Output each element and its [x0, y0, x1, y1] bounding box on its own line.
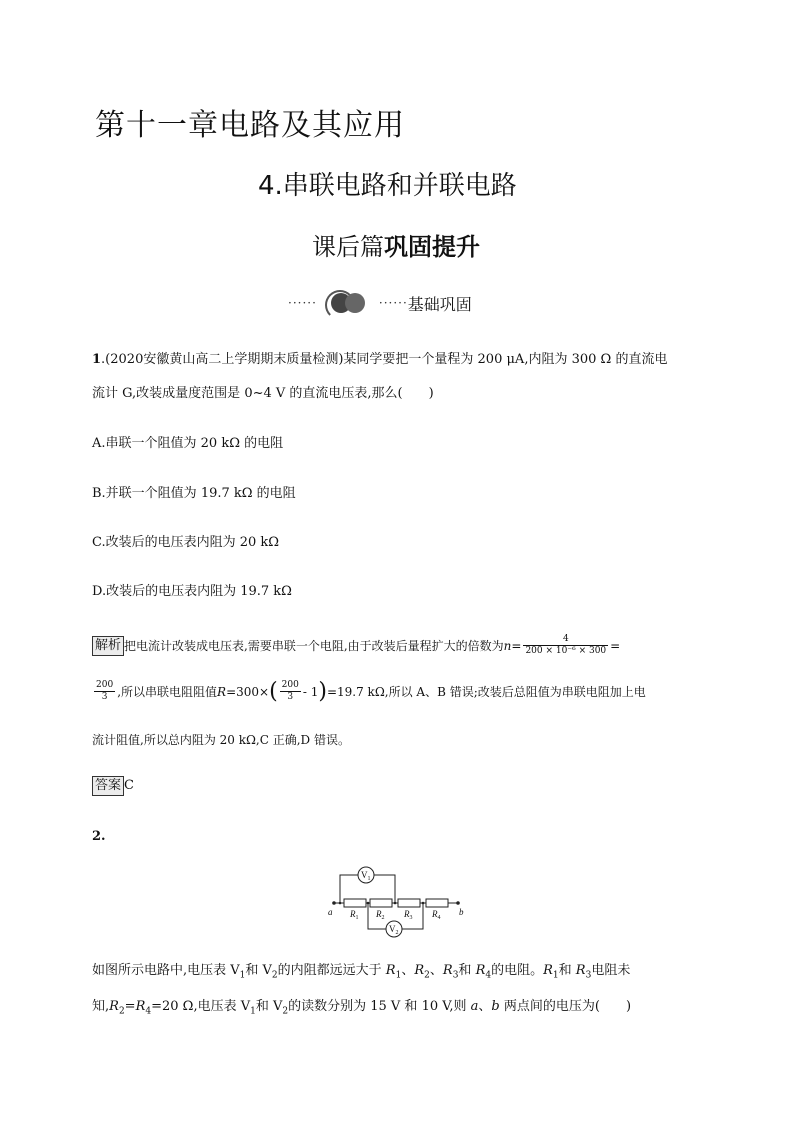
resistor-r1	[344, 899, 366, 907]
q2-s1-16: 的电阻。	[491, 963, 544, 978]
v1-letter: V	[361, 870, 368, 880]
n-variable: n	[503, 638, 512, 653]
q2-s1-22: 电阻未	[591, 963, 631, 978]
q2-s1-5: R	[385, 963, 396, 978]
q1-stem-line1	[92, 350, 667, 370]
analysis-text2c: - 1	[302, 684, 319, 699]
frac1-den: 200 × 10⁻⁶ × 300	[525, 646, 607, 656]
q1-number: 1	[92, 352, 102, 367]
fraction-1	[523, 634, 608, 657]
fraction-3	[280, 680, 301, 703]
r1-sub: 1	[355, 915, 359, 921]
chapter-title: 第十一章电路及其应用	[95, 108, 405, 143]
q2-s2-5: 4	[145, 1006, 152, 1017]
r4-letter: R	[432, 909, 438, 919]
frac1-num: 4	[523, 634, 608, 646]
q2-number-text: 2	[92, 829, 102, 844]
label-r2	[375, 909, 385, 921]
label-b: b	[459, 907, 464, 917]
r3-letter: R	[404, 909, 410, 919]
frac3-den: 3	[287, 692, 294, 702]
q2-s1-12: 3	[452, 970, 459, 981]
basic-band	[288, 290, 472, 316]
q2-s1-3: 2	[271, 970, 278, 981]
junction-3	[394, 902, 397, 905]
q2-s1-6: 1	[395, 970, 402, 981]
q2-s1-18: 1	[552, 970, 559, 981]
q2-s1-4: 的内阻都远远大于	[277, 963, 386, 978]
junction-4	[422, 902, 425, 905]
q2-s1-7: 、	[401, 963, 415, 978]
r3-sub: 3	[409, 915, 413, 921]
q2-s1-17: R	[543, 963, 553, 978]
equals-sign-2: =	[610, 638, 621, 653]
q1-option-c: C.改装后的电压表内阻为 20 kΩ	[92, 535, 280, 550]
q2-s2-11: a	[470, 999, 479, 1014]
q2-s1-13: 和	[458, 963, 476, 978]
circuit-diagram	[320, 855, 480, 945]
q2-s2-6: =20 Ω,电压表 V	[151, 999, 251, 1014]
frac2-num: 200	[96, 680, 114, 690]
q1-answer	[92, 776, 134, 796]
answer-value: C	[124, 778, 134, 793]
q2-s2-13: b	[491, 999, 500, 1014]
q2-s2-3: =	[124, 999, 136, 1014]
q2-s1-19: 和	[558, 963, 576, 978]
q2-stem-line1	[92, 961, 630, 986]
left-paren: (	[269, 678, 278, 704]
v1-label	[361, 870, 371, 882]
q2-s1-15: 4	[485, 970, 492, 981]
analysis-tag: 解析	[92, 636, 124, 656]
q2-s1-1: 1	[239, 970, 246, 981]
r4-sub: 4	[437, 915, 441, 921]
node-b	[456, 901, 460, 905]
r2-sub: 2	[381, 915, 385, 921]
sub-title-bold: 巩固提升	[384, 233, 480, 261]
q2-s2-14: 两点间的电压为( )	[499, 999, 632, 1014]
q2-s2-9: 2	[282, 1006, 289, 1017]
section-title: 4.串联电路和并联电路	[258, 171, 517, 201]
fraction-2	[94, 680, 115, 703]
frac2-den: 3	[101, 692, 108, 702]
q2-s2-2: 2	[118, 1006, 125, 1017]
label-a: a	[328, 907, 333, 917]
label-r3	[403, 909, 413, 921]
resistor-r2	[370, 899, 392, 907]
q1-stem-line2: 流计 G,改装成量度范围是 0~4 V 的直流电压表,那么( )	[92, 386, 434, 401]
q2-s2-8: 和 V	[255, 999, 283, 1014]
q2-s2-12: 、	[478, 999, 492, 1014]
node-a	[332, 901, 336, 905]
q2-s1-9: 2	[424, 970, 430, 981]
equals-sign: =	[511, 638, 522, 653]
q2-s2-7: 1	[250, 1006, 256, 1017]
label-r4	[431, 909, 441, 921]
q2-s1-14: R	[475, 963, 486, 978]
q2-s2-0: 知,	[92, 999, 110, 1014]
q2-s1-8: R	[414, 963, 425, 978]
logo-icon	[325, 290, 371, 316]
q1-analysis-line2	[92, 680, 646, 703]
q1-stem-text1: .(2020安徽黄山高二上学期期末质量检测)某同学要把一个量程为 200 μA,内阻为 300 Ω 的直流电	[101, 352, 668, 367]
label-r1	[349, 909, 359, 921]
q2-s2-10: 的读数分别为 15 V 和 10 V,则	[288, 999, 471, 1014]
right-paren: )	[318, 678, 327, 704]
analysis-text2b: =300×	[226, 684, 270, 699]
q1-analysis-line1	[92, 634, 620, 657]
answer-tag: 答案	[92, 776, 124, 796]
junction-2	[367, 902, 370, 905]
sub-title-normal: 课后篇	[312, 233, 384, 261]
q1-analysis-line3: 流计阻值,所以总内阻为 20 kΩ,C 正确,D 错误。	[92, 733, 350, 747]
q2-s1-2: 和 V	[245, 963, 272, 978]
v2-letter: V	[389, 924, 396, 934]
analysis-text2d: =19.7 kΩ,所以 A、B 错误;改装后总阻值为串联电阻加上电	[326, 684, 646, 699]
frac3-num: 200	[281, 680, 299, 690]
r-variable: R	[217, 684, 227, 699]
q1-option-a: A.串联一个阻值为 20 kΩ 的电阻	[92, 436, 284, 451]
analysis-text2a: ,所以串联电阻阻值	[117, 684, 218, 699]
v1-sub: 1	[367, 876, 371, 882]
q2-s1-20: R	[575, 963, 586, 978]
q2-number: 2.	[92, 829, 106, 844]
q1-option-b: B.并联一个阻值为 19.7 kΩ 的电阻	[92, 486, 296, 501]
q2-s1-0: 如图所示电路中,电压表 V	[92, 963, 240, 978]
q2-s2-4: R	[135, 999, 146, 1014]
q2-s1-10: 、	[429, 963, 443, 978]
r2-letter: R	[376, 909, 382, 919]
r1-letter: R	[350, 909, 356, 919]
sub-title	[312, 227, 480, 262]
v2-label	[389, 924, 399, 936]
q2-stem-line2	[92, 997, 631, 1022]
q2-s1-11: R	[442, 963, 453, 978]
q2-s1-21: 3	[585, 970, 592, 981]
band-label: 基础巩固	[407, 294, 472, 314]
band-dots-right: ······	[378, 296, 408, 310]
resistor-r4	[426, 899, 448, 907]
q2-s2-1: R	[109, 999, 119, 1014]
junction-1	[339, 902, 342, 905]
analysis-text1: 把电流计改装成电压表,需要串联一个电阻,由于改装后量程扩大的倍数为	[124, 638, 504, 653]
resistor-r3	[398, 899, 420, 907]
v2-sub: 2	[395, 930, 399, 936]
band-dots-left: ······	[288, 296, 317, 310]
q1-option-d: D.改装后的电压表内阻为 19.7 kΩ	[92, 584, 292, 599]
